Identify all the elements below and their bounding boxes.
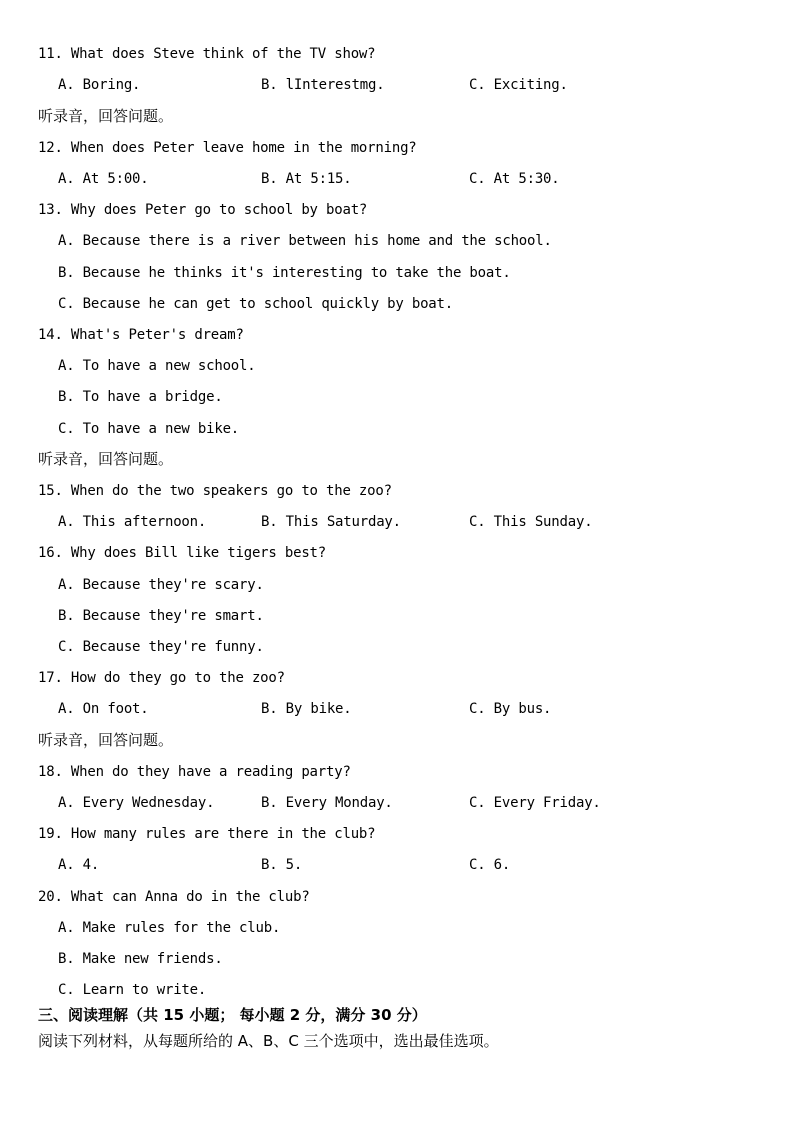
- question-15: 15. When do the two speakers go to the zoo?: [38, 483, 392, 499]
- q14-option-c: C. To have a new bike.: [58, 421, 240, 437]
- q17-option-c: C. By bus.: [469, 701, 552, 717]
- q11-option-b: B. lInterestmg.: [261, 77, 385, 93]
- q20-option-b: B. Make new friends.: [58, 951, 223, 967]
- section-3-instruction: 阅读下列材料，从每题所给的 A、B、C 三个选项中，选出最佳选项。: [38, 1032, 499, 1050]
- question-20: 20. What can Anna do in the club?: [38, 889, 310, 905]
- q13-option-b: B. Because he thinks it's interesting to take the boat.: [58, 265, 511, 281]
- q20-option-c: C. Learn to write.: [58, 982, 207, 998]
- listening-instruction-2: 听录音，回答问题。: [38, 450, 174, 468]
- q16-option-b: B. Because they're smart.: [58, 608, 264, 624]
- q15-option-b: B. This Saturday.: [261, 514, 401, 530]
- q18-option-b: B. Every Monday.: [261, 795, 393, 811]
- q18-option-a: A. Every Wednesday.: [58, 795, 215, 811]
- q16-option-a: A. Because they're scary.: [58, 577, 264, 593]
- q13-option-a: A. Because there is a river between his home and the school.: [58, 233, 552, 249]
- q12-option-c: C. At 5:30.: [469, 171, 560, 187]
- q14-option-b: B. To have a bridge.: [58, 389, 223, 405]
- q18-option-c: C. Every Friday.: [469, 795, 601, 811]
- question-17: 17. How do they go to the zoo?: [38, 670, 285, 686]
- question-12: 12. When does Peter leave home in the morning?: [38, 140, 417, 156]
- q16-option-c: C. Because they're funny.: [58, 639, 264, 655]
- q20-option-a: A. Make rules for the club.: [58, 920, 281, 936]
- question-16: 16. Why does Bill like tigers best?: [38, 545, 327, 561]
- q19-option-b: B. 5.: [261, 857, 303, 873]
- q15-option-a: A. This afternoon.: [58, 514, 207, 530]
- q19-option-c: C. 6.: [469, 857, 511, 873]
- q11-option-a: A. Boring.: [58, 77, 141, 93]
- q17-option-b: B. By bike.: [261, 701, 352, 717]
- q15-option-c: C. This Sunday.: [469, 514, 593, 530]
- question-13: 13. Why does Peter go to school by boat?: [38, 202, 368, 218]
- listening-instruction-1: 听录音，回答问题。: [38, 107, 174, 125]
- question-14: 14. What's Peter's dream?: [38, 327, 244, 343]
- question-11: 11. What does Steve think of the TV show?: [38, 46, 376, 62]
- q11-option-c: C. Exciting.: [469, 77, 568, 93]
- q13-option-c: C. Because he can get to school quickly by boat.: [58, 296, 453, 312]
- section-3-heading: 三、阅读理解（共 15 小题； 每小题 2 分，满分 30 分）: [38, 1006, 427, 1024]
- question-19: 19. How many rules are there in the club?: [38, 826, 376, 842]
- question-18: 18. When do they have a reading party?: [38, 764, 351, 780]
- listening-instruction-3: 听录音，回答问题。: [38, 731, 174, 749]
- q14-option-a: A. To have a new school.: [58, 358, 256, 374]
- q19-option-a: A. 4.: [58, 857, 100, 873]
- q17-option-a: A. On foot.: [58, 701, 149, 717]
- q12-option-a: A. At 5:00.: [58, 171, 149, 187]
- q12-option-b: B. At 5:15.: [261, 171, 352, 187]
